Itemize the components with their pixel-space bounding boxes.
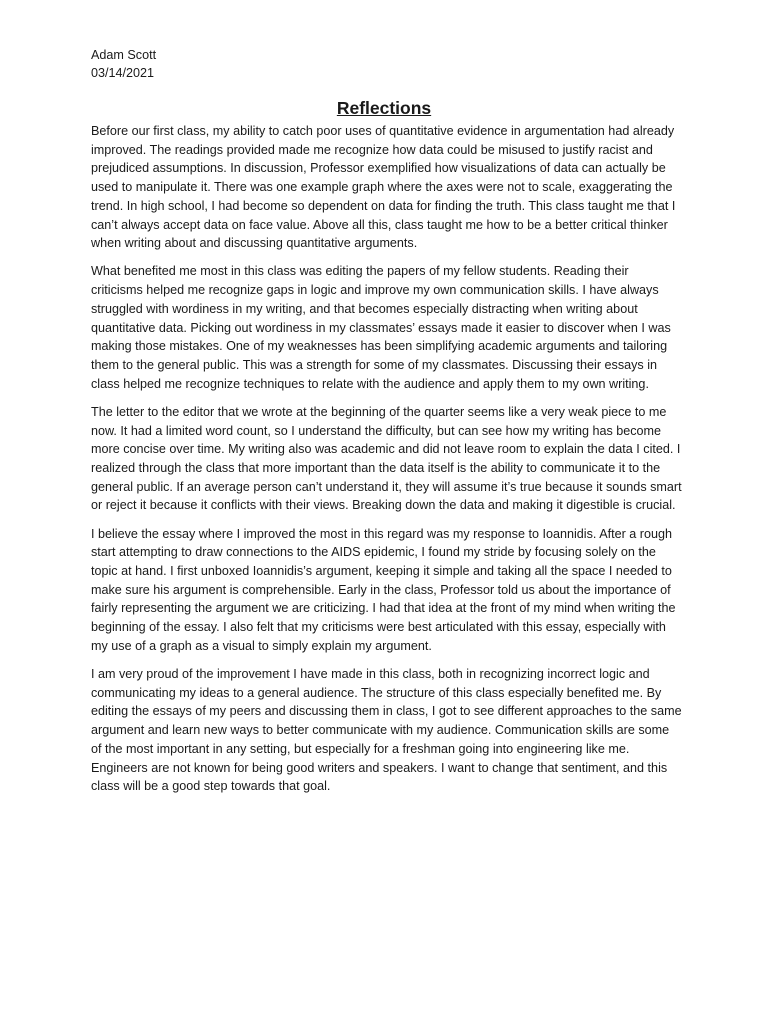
document-body — [91, 122, 683, 805]
paragraph-3: The letter to the editor that we wrote at the beginning of the quarter seems like a very weak piece to me now. It had a limited word count, so I understand the difficulty, but can see how my writing has become more concise over time. My writing also was academic and did not leave room to explain the data I cited. I realized through the class that more important than the data itself is the ability to communicate it to the general public. If an average person can’t understand it, they will assume it’s true because it sounds smart or reject it because it conflicts with their views. Breaking down the data and making it digestible is crucial. — [91, 404, 682, 513]
document-title: Reflections — [336, 98, 432, 118]
paragraph-5: I am very proud of the improvement I have made in this class, both in recognizing incorrect logic and communicating my ideas to a general audience. The structure of this class especially benefited me. By editing the essays of my peers and discussing them in class, I got to see different approaches to the same argument and learn new ways to better communicate with my audience. Communication skills are some of the most important in any setting, but especially for a freshman going into engineering like me. Engineers are not known for being good writers and speakers. I want to change that sentiment, and this class will be a good step towards that goal. — [91, 666, 682, 794]
paragraph-2: What benefited me most in this class was editing the papers of my fellow students. Reading their criticisms helped me recognize gaps in logic and improve my own communication skills. I have always struggled with wordiness in my writing, and that becomes especially distracting when writing about quantitative data. Picking out wordiness in my classmates’ essays made it easier to discover when I was making those mistakes. One of my weaknesses has been simplifying academic arguments and tailoring them to the general public. This was a strength for some of my classmates. Discussing their essays in class helped me recognize techniques to relate with the audience and apply them to my own writing. — [91, 264, 671, 391]
paragraph-1: Before our first class, my ability to catch poor uses of quantitative evidence in argumentation had already improved. The readings provided made me recognize how data could be misused to justify racist and prejudiced assumptions. In discussion, Professor exemplified how visualizations of data can actually be used to manipulate it. There was one example graph where the axes were not to scale, exaggerating the trend. In high school, I had become so dependent on data for finding the truth. This class taught me that I can’t always accept data on face value. Above all this, class taught me how to be a better critical thinker when writing about and discussing quantitative arguments. — [91, 124, 676, 251]
paragraph-4: I believe the essay where I improved the most in this regard was my response to Ioannidis. After a rough start attempting to draw connections to the AIDS epidemic, I found my stride by focusing solely on the topic at hand. I first unboxed Ioannidis’s argument, keeping it simple and taking all the space I needed to make sure his argument is comprehensible. Early in the class, Professor told us about the importance of fairly representing the argument we are criticizing. I had that idea at the front of my mind when writing the beginning of the essay. I also felt that my criticisms were best articulated with this essay, especially with my use of a graph as a visual to simply explain my argument. — [91, 526, 676, 653]
author-name: Adam Scott — [91, 48, 157, 62]
document-header — [91, 46, 156, 82]
document-date: 03/14/2021 — [91, 66, 155, 80]
